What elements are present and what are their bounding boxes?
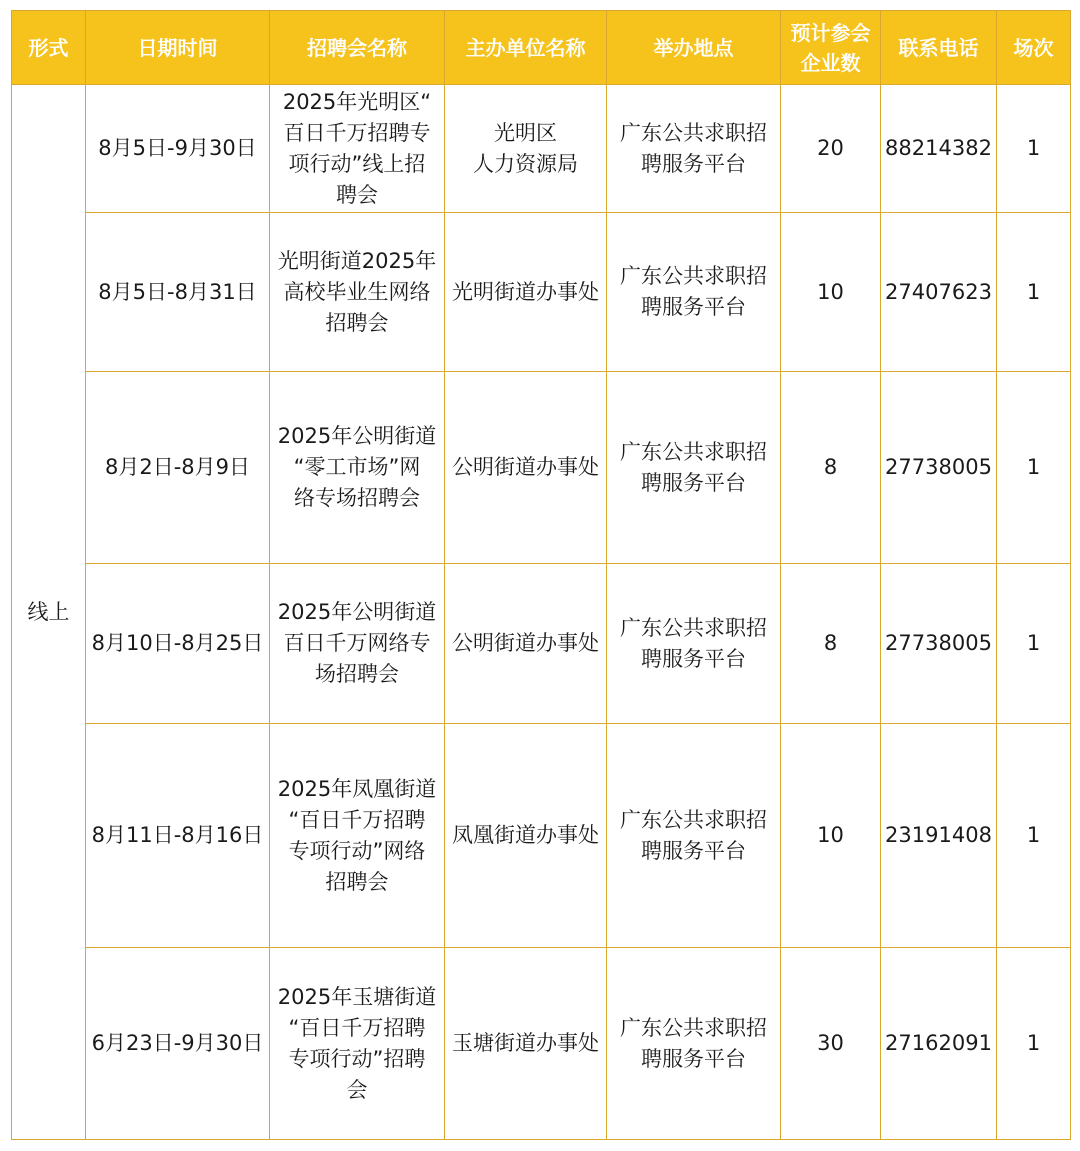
organizer-cell: 凤凰街道办事处 [445, 724, 607, 948]
venue-cell: 广东公共求职招 聘服务平台 [607, 213, 781, 372]
fair-name-cell: 2025年玉塘街道 “百日千万招聘 专项行动”招聘 会 [270, 948, 445, 1140]
table-row [12, 724, 1071, 948]
table-row [12, 564, 1071, 724]
header-row [12, 11, 1071, 85]
company-count-cell: 10 [781, 724, 881, 948]
job-fair-table [11, 10, 1071, 1140]
header-venue: 举办地点 [607, 11, 781, 85]
sessions-cell: 1 [997, 564, 1071, 724]
header-date: 日期时间 [86, 11, 270, 85]
date-cell: 8月10日-8月25日 [86, 564, 270, 724]
table-row [12, 85, 1071, 213]
venue-cell: 广东公共求职招 聘服务平台 [607, 372, 781, 564]
phone-cell: 23191408 [881, 724, 997, 948]
form-cell: 线上 [12, 85, 86, 1140]
fair-name-cell: 2025年凤凰街道 “百日千万招聘 专项行动”网络 招聘会 [270, 724, 445, 948]
header-fair-name: 招聘会名称 [270, 11, 445, 85]
table-row [12, 948, 1071, 1140]
sessions-cell: 1 [997, 213, 1071, 372]
fair-name-cell: 2025年光明区“ 百日千万招聘专 项行动”线上招 聘会 [270, 85, 445, 213]
sessions-cell: 1 [997, 724, 1071, 948]
phone-cell: 27738005 [881, 564, 997, 724]
header-form: 形式 [12, 11, 86, 85]
fair-name-cell: 2025年公明街道 “零工市场”网 络专场招聘会 [270, 372, 445, 564]
company-count-cell: 30 [781, 948, 881, 1140]
fair-name-cell: 2025年公明街道 百日千万网络专 场招聘会 [270, 564, 445, 724]
company-count-cell: 20 [781, 85, 881, 213]
phone-cell: 27162091 [881, 948, 997, 1140]
venue-cell: 广东公共求职招 聘服务平台 [607, 948, 781, 1140]
date-cell: 8月5日-8月31日 [86, 213, 270, 372]
table-row [12, 213, 1071, 372]
table-row [12, 372, 1071, 564]
date-cell: 8月11日-8月16日 [86, 724, 270, 948]
organizer-cell: 光明街道办事处 [445, 213, 607, 372]
company-count-cell: 10 [781, 213, 881, 372]
header-sessions: 场次 [997, 11, 1071, 85]
date-cell: 6月23日-9月30日 [86, 948, 270, 1140]
organizer-cell: 公明街道办事处 [445, 564, 607, 724]
date-cell: 8月5日-9月30日 [86, 85, 270, 213]
phone-cell: 88214382 [881, 85, 997, 213]
phone-cell: 27407623 [881, 213, 997, 372]
job-fair-table-container [11, 10, 1071, 1140]
header-organizer: 主办单位名称 [445, 11, 607, 85]
fair-name-cell: 光明街道2025年 高校毕业生网络 招聘会 [270, 213, 445, 372]
venue-cell: 广东公共求职招 聘服务平台 [607, 564, 781, 724]
organizer-cell: 玉塘街道办事处 [445, 948, 607, 1140]
phone-cell: 27738005 [881, 372, 997, 564]
venue-cell: 广东公共求职招 聘服务平台 [607, 724, 781, 948]
organizer-cell: 公明街道办事处 [445, 372, 607, 564]
sessions-cell: 1 [997, 948, 1071, 1140]
sessions-cell: 1 [997, 85, 1071, 213]
company-count-cell: 8 [781, 564, 881, 724]
organizer-cell: 光明区 人力资源局 [445, 85, 607, 213]
company-count-cell: 8 [781, 372, 881, 564]
header-company-count: 预计参会 企业数 [781, 11, 881, 85]
venue-cell: 广东公共求职招 聘服务平台 [607, 85, 781, 213]
header-phone: 联系电话 [881, 11, 997, 85]
date-cell: 8月2日-8月9日 [86, 372, 270, 564]
sessions-cell: 1 [997, 372, 1071, 564]
